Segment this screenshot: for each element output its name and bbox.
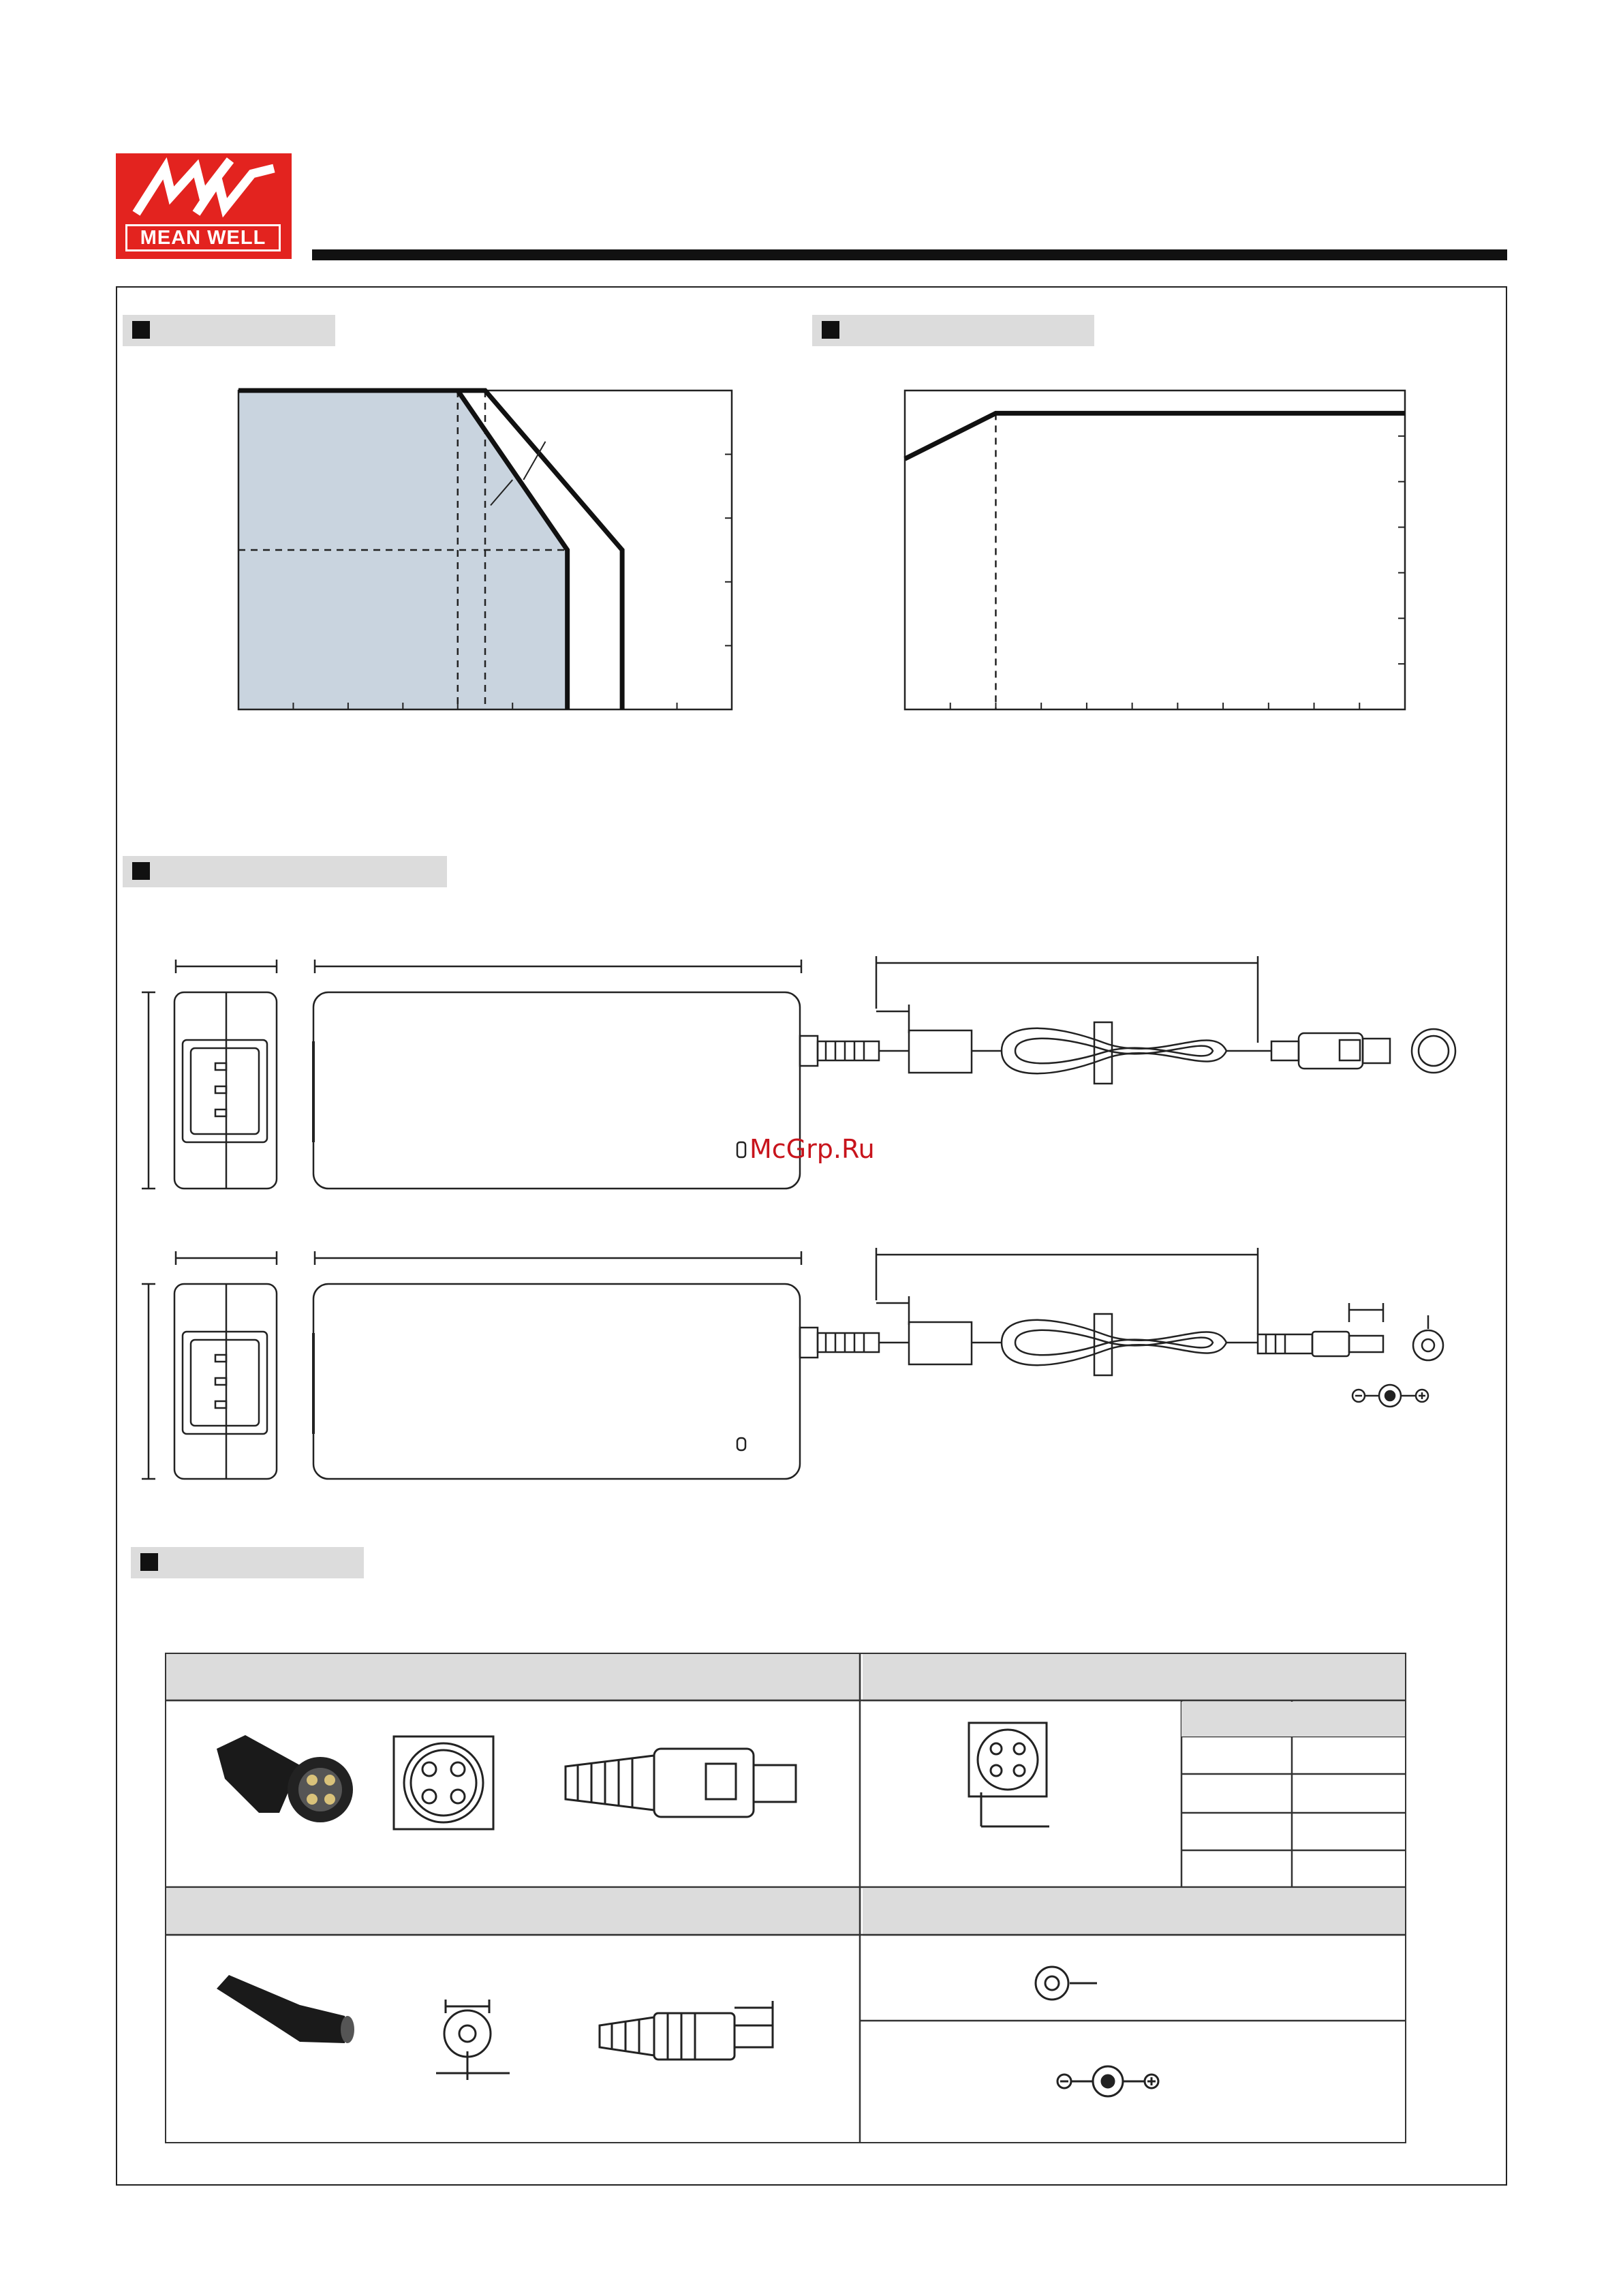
din-side-view bbox=[566, 1749, 796, 1817]
watermark-text: McGrp.Ru bbox=[749, 1134, 875, 1164]
pin-table-header bbox=[1181, 1702, 1405, 1736]
barrel-pinout-diagram bbox=[1036, 1967, 1158, 2096]
din-plug-photo bbox=[217, 1735, 353, 1822]
din-face-view bbox=[394, 1736, 493, 1829]
barrel-side-view bbox=[600, 2001, 773, 2060]
barrel-plug-photo bbox=[217, 1975, 354, 2043]
logo-brand-name: MEAN WELL bbox=[125, 224, 281, 251]
barrel-face-view bbox=[436, 2000, 510, 2080]
pin-assignment-face bbox=[969, 1723, 1049, 1826]
